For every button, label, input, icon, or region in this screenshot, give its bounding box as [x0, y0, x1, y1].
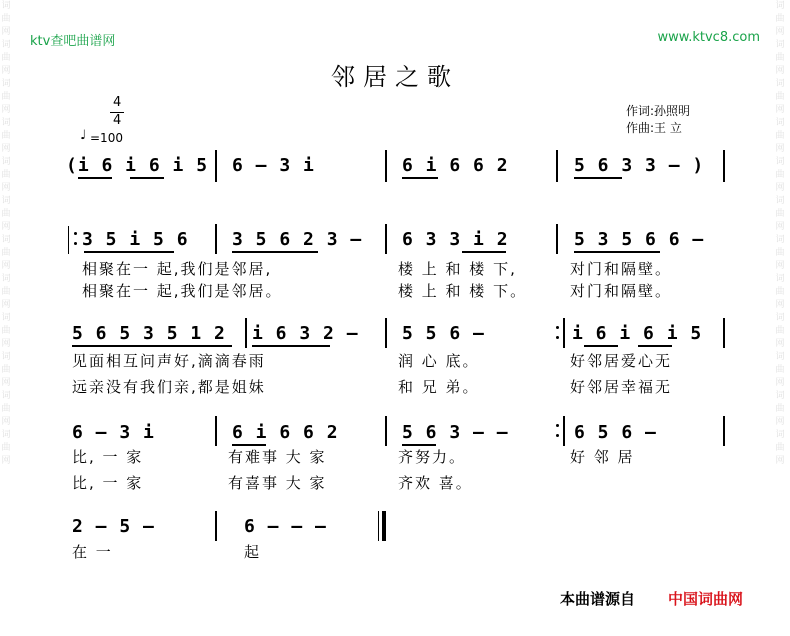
barline [723, 416, 725, 446]
barline [556, 224, 558, 254]
row4-lyric1-a: 比, 一 家 [72, 448, 144, 466]
row3-lyric2-c: 好邻居幸福无 [570, 378, 673, 396]
beam-line [72, 345, 232, 347]
repeat-dot [74, 242, 77, 245]
row4-measure2: 6 i 6 6 2 [232, 422, 339, 443]
beam-line [574, 177, 622, 179]
row4-lyric2-b: 有喜事 大 家 [228, 474, 327, 492]
row2-lyric2-b: 楼 上 和 楼 下。 [398, 282, 528, 300]
lyricist-credit: 作词:孙照明 [626, 104, 691, 118]
meter-bottom: 4 [113, 113, 122, 128]
row3-measure1: 5 6 5 3 5 1 2 [72, 323, 226, 344]
row1-measure2: 6 – 3 i [232, 155, 315, 176]
row4-measure1: 6 – 3 i [72, 422, 155, 443]
beam-line [574, 251, 660, 253]
row5-lyric1-b: 起 [244, 543, 262, 561]
header-site-link[interactable]: ktv查吧曲谱网 [30, 34, 116, 49]
row2-measure3: 6 3 3 i 2 [402, 229, 509, 250]
repeat-dot [556, 336, 559, 339]
barline [215, 150, 217, 182]
beam-line [78, 177, 112, 179]
row2-measure2: 3 5 6 2 3 – [232, 229, 363, 250]
row3-lyric1-c: 好邻居爱心无 [570, 352, 673, 370]
row3-lyric1-a: 见面相互问声好,滴滴春雨 [72, 352, 266, 370]
final-barline-thick [382, 511, 386, 541]
barline [385, 150, 387, 182]
repeat-dot [556, 326, 559, 329]
tempo-marking: =100 [90, 131, 123, 145]
repeat-dot [556, 434, 559, 437]
barline [245, 318, 247, 348]
barline [563, 318, 565, 348]
beam-line [252, 345, 330, 347]
row3-lyric2-b: 和 兄 弟。 [398, 378, 480, 396]
beam-line [84, 251, 174, 253]
barline [385, 416, 387, 446]
footer-source-site[interactable]: 中国词曲网 [668, 590, 744, 608]
row5-measure2: 6 – – – [244, 516, 327, 537]
row3-measure2: i 6 3 2 – [252, 323, 359, 344]
beam-line [462, 251, 506, 253]
repeat-dot [74, 232, 77, 235]
row2-lyric1-c: 对门和隔壁。 [570, 260, 673, 278]
song-title: 邻居之歌 [331, 63, 459, 91]
row2-measure1: 3 5 i 5 6 [82, 229, 189, 250]
beam-line [130, 177, 164, 179]
row1-measure4: 5 6 3 3 – ) [574, 155, 705, 176]
final-barline-thin [378, 511, 379, 541]
row4-lyric2-c: 齐欢 喜。 [398, 474, 473, 492]
row2-lyric2-a: 相聚在一 起,我们是邻居。 [82, 282, 283, 300]
meter-top: 4 [113, 95, 122, 110]
row4-lyric1-d: 好 邻 居 [570, 448, 635, 466]
row5-measure1: 2 – 5 – [72, 516, 155, 537]
beam-line [402, 177, 438, 179]
barline [563, 416, 565, 446]
barline [215, 224, 217, 254]
barline [215, 511, 217, 541]
barline [723, 150, 725, 182]
header-url-link[interactable]: www.ktvc8.com [657, 30, 760, 45]
row3-measure3: 5 5 6 – [402, 323, 485, 344]
right-watermark: 词曲网词曲网词曲网词曲网词曲网词曲网词曲网词曲网词曲网词曲网词曲网词曲网 [775, 1, 785, 466]
barline [556, 150, 558, 182]
repeat-barline [68, 226, 69, 254]
row2-lyric1-b: 楼 上 和 楼 下, [398, 260, 517, 278]
row2-lyric1-a: 相聚在一 起,我们是邻居, [82, 260, 273, 278]
row4-lyric1-b: 有难事 大 家 [228, 448, 327, 466]
beam-line [638, 345, 672, 347]
row2-lyric2-c: 对门和隔壁。 [570, 282, 673, 300]
row4-lyric1-c: 齐努力。 [398, 448, 467, 466]
row4-measure4: 6 5 6 – [574, 422, 657, 443]
beam-line [232, 251, 318, 253]
composer-credit: 作曲:王 立 [626, 121, 682, 135]
row2-measure4: 5 3 5 6 6 – [574, 229, 705, 250]
left-watermark: 词曲网词曲网词曲网词曲网词曲网词曲网词曲网词曲网词曲网词曲网词曲网词曲网 [1, 1, 11, 466]
footer-source-label: 本曲谱源自 [560, 590, 636, 608]
barline [385, 224, 387, 254]
quarter-note-icon: ♩ [80, 128, 87, 143]
barline [723, 318, 725, 348]
row3-lyric2-a: 远亲没有我们亲,都是姐妹 [72, 378, 266, 396]
barline [385, 318, 387, 348]
beam-line [584, 345, 618, 347]
repeat-dot [556, 424, 559, 427]
barline [215, 416, 217, 446]
row3-measure4: i 6 i 6 i 5 [572, 323, 703, 344]
row3-lyric1-b: 润 心 底。 [398, 352, 480, 370]
row5-lyric1-a: 在 一 [72, 543, 113, 561]
row1-measure3: 6 i 6 6 2 [402, 155, 509, 176]
row1-measure1: (i 6 i 6 i 5 [66, 155, 209, 176]
row4-lyric2-a: 比, 一 家 [72, 474, 144, 492]
row4-measure3: 5 6 3 – – [402, 422, 509, 443]
